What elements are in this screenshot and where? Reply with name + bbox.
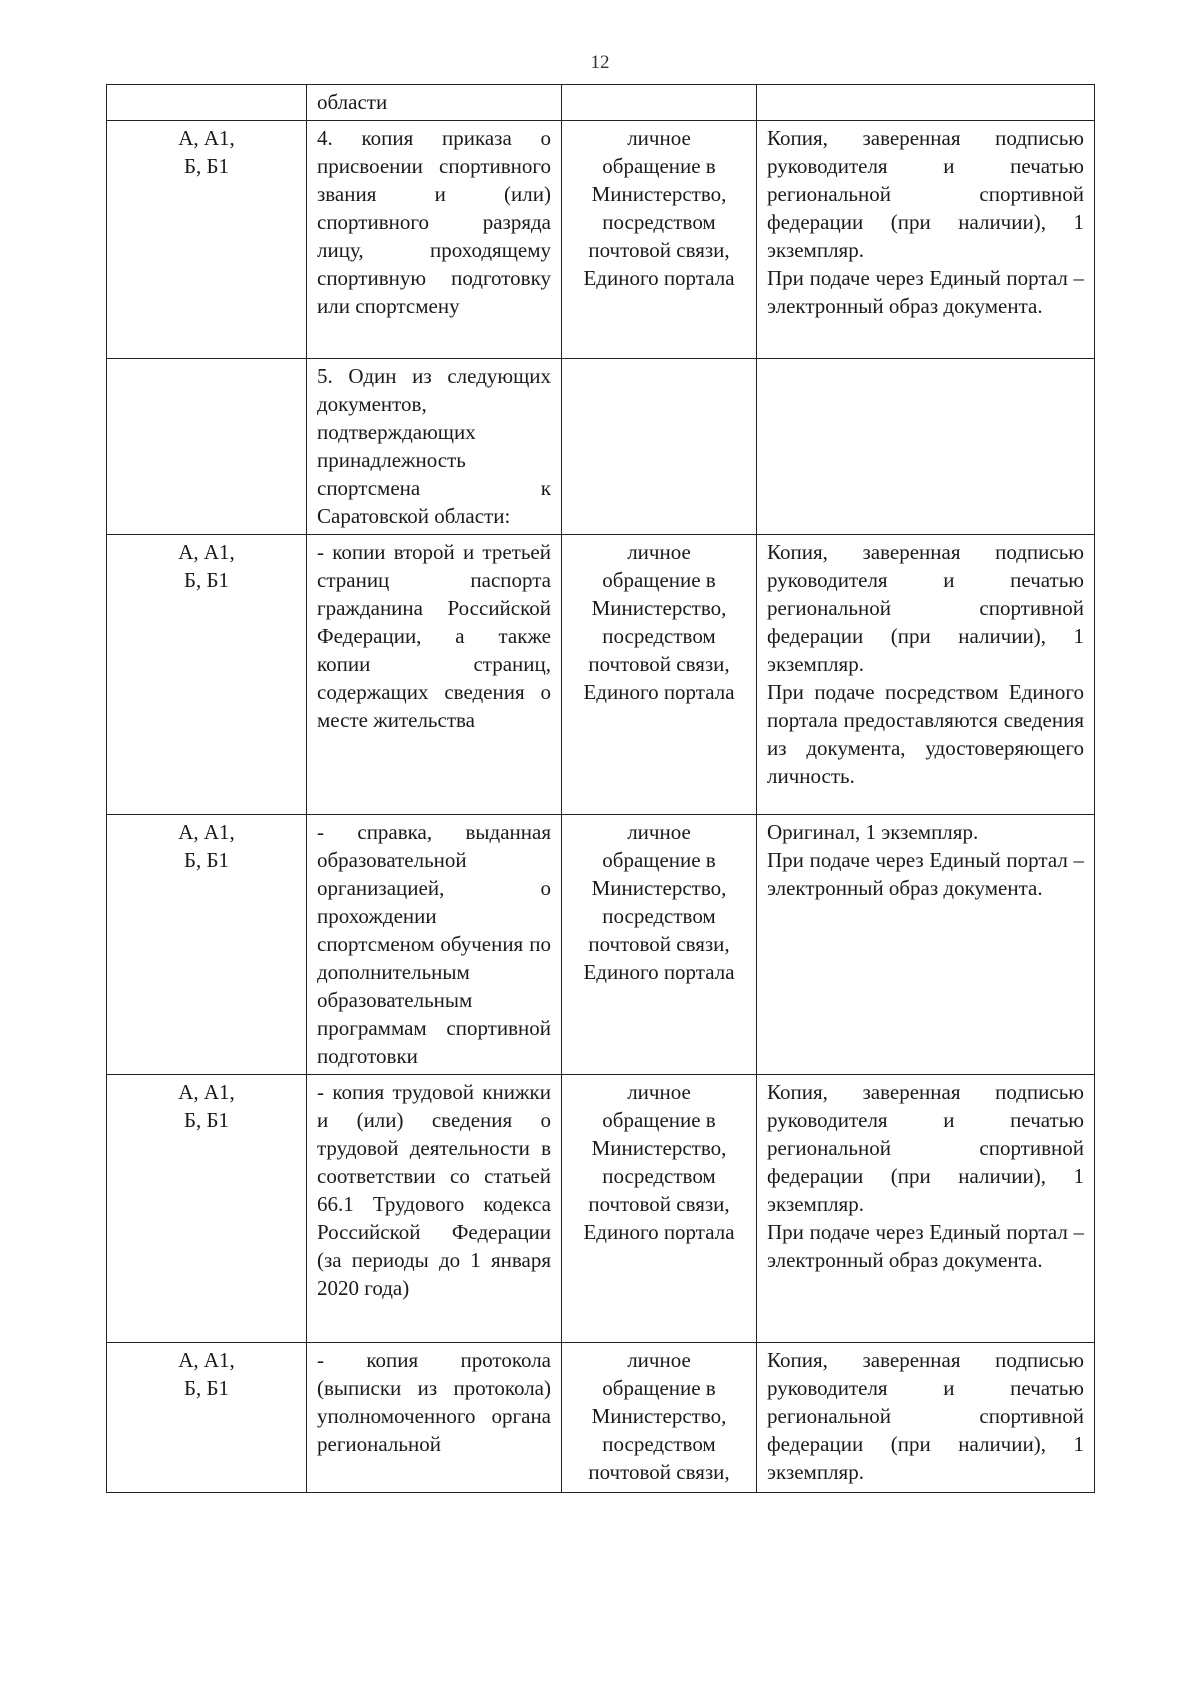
requirements-cell — [757, 1343, 1095, 1493]
requirements-cell — [757, 359, 1095, 535]
applicant-group-cell — [107, 121, 307, 359]
applicant-group-cell — [107, 359, 307, 535]
method-line: личное — [627, 820, 691, 844]
document-cell: - копия трудовой книжки и (или) сведения о трудовой деятельности в соответствии со статьей 66.1 Трудового кодекса Российской Федерации (за периоды до 1 января 2020 года) — [307, 1075, 562, 1343]
group-line: Б, Б1 — [183, 848, 230, 872]
group-line: Б, Б1 — [183, 1108, 230, 1132]
method-line: почтовой связи, — [588, 1460, 730, 1484]
applicant-group-cell — [107, 815, 307, 1075]
group-line: А, А1, — [178, 540, 235, 564]
table-row — [107, 85, 1095, 121]
method-line: посредством — [602, 1432, 716, 1456]
requirements-cell — [757, 815, 1095, 1075]
method-line: обращение в — [602, 1108, 716, 1132]
method-line: личное — [627, 1080, 691, 1104]
submission-method-cell — [562, 815, 757, 1075]
group-line: Б, Б1 — [183, 1376, 230, 1400]
requirement-paragraph: Копия, заверенная подписью руководителя и печатью региональной спортивной федерации (при наличии), 1 экземпляр. — [767, 126, 1084, 262]
method-line: почтовой связи, — [588, 238, 730, 262]
method-line: обращение в — [602, 848, 716, 872]
applicant-group-cell — [107, 1075, 307, 1343]
submission-method-cell — [562, 535, 757, 815]
method-line: почтовой связи, — [588, 932, 730, 956]
method-line: почтовой связи, — [588, 1192, 730, 1216]
documents-table — [106, 84, 1095, 1493]
method-line: посредством — [602, 210, 716, 234]
document-cell: - копия протокола (выписки из протокола) уполномоченного органа региональной — [307, 1343, 562, 1493]
method-line: Министерство, — [591, 1404, 727, 1428]
method-line: Министерство, — [591, 1136, 727, 1160]
method-line: Единого портала — [583, 680, 735, 704]
submission-method-cell — [562, 359, 757, 535]
table-row — [107, 1075, 1095, 1343]
table-row — [107, 535, 1095, 815]
requirement-paragraph: Копия, заверенная подписью руководителя и печатью региональной спортивной федерации (при наличии), 1 экземпляр. — [767, 1348, 1084, 1484]
requirement-paragraph: Копия, заверенная подписью руководителя и печатью региональной спортивной федерации (при наличии), 1 экземпляр. — [767, 1080, 1084, 1216]
applicant-group-cell — [107, 1343, 307, 1493]
method-line: посредством — [602, 624, 716, 648]
method-line: обращение в — [602, 154, 716, 178]
submission-method-cell — [562, 1343, 757, 1493]
table-row — [107, 359, 1095, 535]
requirement-paragraph: Оригинал, 1 экземпляр. — [767, 820, 979, 844]
table-row — [107, 815, 1095, 1075]
table-row — [107, 121, 1095, 359]
requirements-cell — [757, 1075, 1095, 1343]
document-cell: - копии второй и третьей страниц паспорта гражданина Российской Федерации, а также копии страниц, содержащих сведения о месте жительства — [307, 535, 562, 815]
document-cell: области — [307, 85, 562, 121]
method-line: личное — [627, 540, 691, 564]
document-cell: - справка, выданная образовательной организацией, о прохождении спортсменом обучения по дополнительным образовательным программам спортивной подготовки — [307, 815, 562, 1075]
submission-method-cell — [562, 121, 757, 359]
applicant-group-cell — [107, 85, 307, 121]
group-line: Б, Б1 — [183, 154, 230, 178]
method-line: почтовой связи, — [588, 652, 730, 676]
method-line: Единого портала — [583, 960, 735, 984]
group-line: А, А1, — [178, 1080, 235, 1104]
method-line: Министерство, — [591, 182, 727, 206]
group-line: А, А1, — [178, 126, 235, 150]
submission-method-cell — [562, 85, 757, 121]
method-line: личное — [627, 1348, 691, 1372]
group-line: А, А1, — [178, 820, 235, 844]
method-line: Единого портала — [583, 266, 735, 290]
submission-method-cell — [562, 1075, 757, 1343]
document-cell: 5. Один из следующих документов, подтверждающих принадлежность спортсмена к Саратовской области: — [307, 359, 562, 535]
page-number: 12 — [590, 52, 610, 73]
requirement-paragraph: Копия, заверенная подписью руководителя и печатью региональной спортивной федерации (при наличии), 1 экземпляр. — [767, 540, 1084, 676]
method-line: Единого портала — [583, 1220, 735, 1244]
requirement-paragraph: При подаче через Единый портал – электронный образ документа. — [767, 848, 1084, 900]
requirements-cell — [757, 535, 1095, 815]
method-line: посредством — [602, 1164, 716, 1188]
requirements-cell — [757, 121, 1095, 359]
requirement-paragraph: При подаче посредством Единого портала предоставляются сведения из документа, удостоверяющего личность. — [767, 680, 1084, 788]
method-line: Министерство, — [591, 876, 727, 900]
group-line: Б, Б1 — [183, 568, 230, 592]
method-line: обращение в — [602, 568, 716, 592]
method-line: личное — [627, 126, 691, 150]
table-row — [107, 1343, 1095, 1493]
applicant-group-cell — [107, 535, 307, 815]
method-line: обращение в — [602, 1376, 716, 1400]
method-line: Министерство, — [591, 596, 727, 620]
requirements-cell — [757, 85, 1095, 121]
document-cell: 4. копия приказа о присвоении спортивного звания и (или) спортивного разряда лицу, проходящему спортивную подготовку или спортсмену — [307, 121, 562, 359]
requirement-paragraph: При подаче через Единый портал – электронный образ документа. — [767, 266, 1084, 318]
group-line: А, А1, — [178, 1348, 235, 1372]
requirement-paragraph: При подаче через Единый портал – электронный образ документа. — [767, 1220, 1084, 1272]
method-line: посредством — [602, 904, 716, 928]
